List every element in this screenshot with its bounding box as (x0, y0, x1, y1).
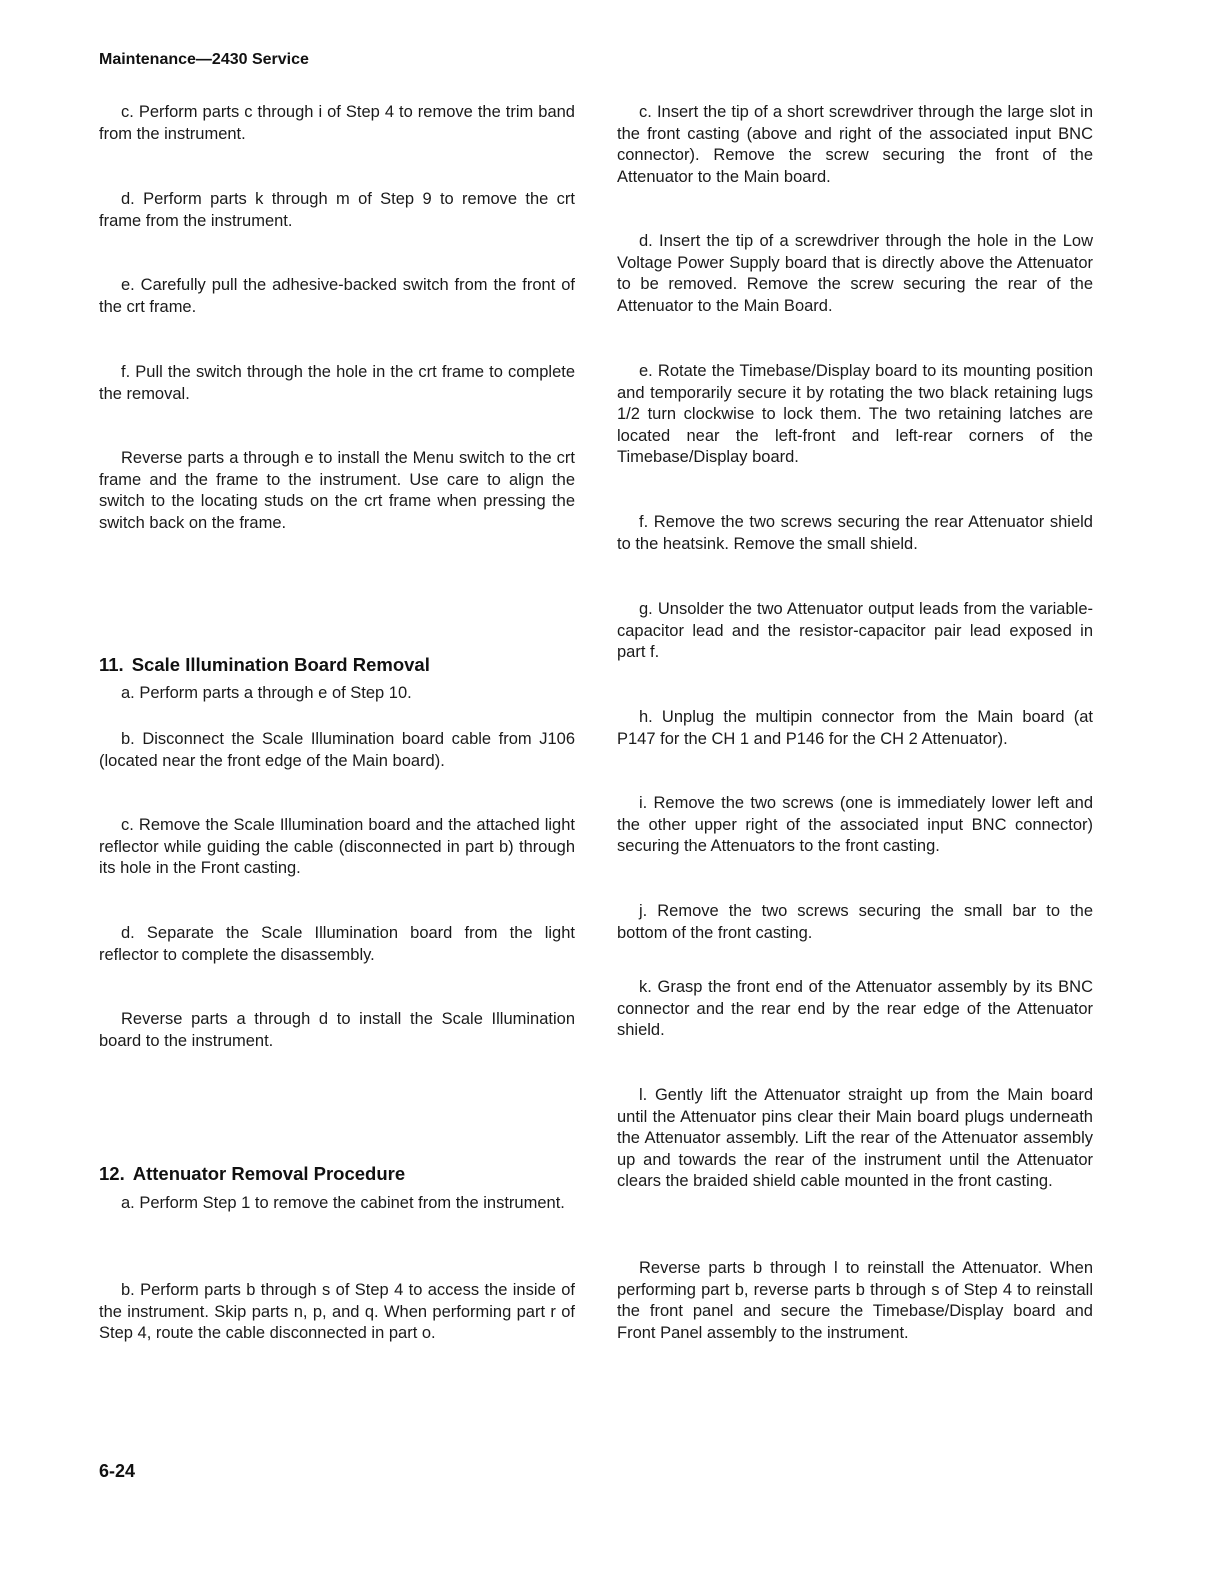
step10-part-d: d. Perform parts k through m of Step 9 to remove the crt frame from the instrument. (99, 190, 575, 230)
step11-part-d: d. Separate the Scale Illumination board from the light reflector to complete the disassembly. (99, 924, 575, 964)
step10-part-c: c. Perform parts c through i of Step 4 to remove the trim band from the instrument. (99, 103, 575, 143)
step12-part-b: b. Perform parts b through s of Step 4 to access the inside of the instrument. Skip parts n, p, and q. When performing part r of Step 4, route the cable disconnected in part o. (99, 1281, 575, 1343)
step11-part-b: b. Disconnect the Scale Illumination board cable from J106 (located near the front edge of the Main board). (99, 730, 575, 770)
step11-reverse-note: Reverse parts a through d to install the Scale Illumination board to the instrument. (99, 1010, 575, 1050)
step12-part-j: j. Remove the two screws securing the small bar to the bottom of the front casting. (617, 902, 1093, 942)
step10-part-f: f. Pull the switch through the hole in the crt frame to complete the removal. (99, 363, 575, 403)
page-number: 6-24 (99, 1461, 136, 1481)
step11-title: Scale Illumination Board Removal (131, 654, 430, 675)
right-column (617, 0, 1093, 1584)
step12-reverse-note: Reverse parts b through l to reinstall the Attenuator. When performing part b, reverse parts b through s of Step 4 to reinstall the front panel and secure the Timebase/Display board and Front Panel assembly to the instrument. (617, 1259, 1093, 1342)
step12-title: Attenuator Removal Procedure (132, 1163, 406, 1184)
running-head: Maintenance—2430 Service (99, 51, 309, 68)
step10-reverse-note: Reverse parts a through e to install the Menu switch to the crt frame and the frame to the instrument. Use care to align the switch to the locating studs on the crt frame when pressing the switch back on the frame. (99, 449, 575, 532)
step12-number: 12. (99, 1163, 125, 1184)
step11-number: 11. (99, 654, 124, 675)
step11-heading (99, 654, 575, 676)
step11-part-c: c. Remove the Scale Illumination board and the attached light reflector while guiding the cable (disconnected in part b) through its hole in the Front casting. (99, 816, 575, 878)
step12-part-c: c. Insert the tip of a short screwdriver through the large slot in the front casting (above and right of the associated input BNC connector). Remove the screw securing the front of the Attenuator to the Main board. (617, 103, 1093, 186)
step12-part-f: f. Remove the two screws securing the rear Attenuator shield to the heatsink. Remove the small shield. (617, 513, 1093, 553)
step12-part-a: a. Perform Step 1 to remove the cabinet from the instrument. (121, 1194, 565, 1212)
step12-part-i: i. Remove the two screws (one is immediately lower left and the other upper right of the associated input BNC connector) securing the Attenuators to the front casting. (617, 794, 1093, 856)
step10-part-e: e. Carefully pull the adhesive-backed switch from the front of the crt frame. (99, 276, 575, 316)
step11-part-a: a. Perform parts a through e of Step 10. (121, 684, 412, 702)
step12-part-g: g. Unsolder the two Attenuator output leads from the variable-capacitor lead and the resistor-capacitor pair lead exposed in part f. (617, 600, 1093, 662)
step12-part-k: k. Grasp the front end of the Attenuator assembly by its BNC connector and the rear end by the rear edge of the Attenuator shield. (617, 978, 1093, 1040)
step12-part-e: e. Rotate the Timebase/Display board to its mounting position and temporarily secure it by rotating the two black retaining lugs 1/2 turn clockwise to lock them. The two retaining latches are located near the left-front and left-rear corners of the Timebase/Display board. (617, 362, 1093, 467)
step12-part-h: h. Unplug the multipin connector from the Main board (at P147 for the CH 1 and P146 for the CH 2 Attenuator). (617, 708, 1093, 748)
step12-part-l: l. Gently lift the Attenuator straight up from the Main board until the Attenuator pins clear their Main board plugs underneath the Attenuator assembly. Lift the rear of the Attenuator assembly up and towards the rear of the instrument until the Attenuator clears the braided shield cable mounted in the front casting. (617, 1086, 1093, 1191)
left-column (99, 0, 575, 1584)
step12-heading (99, 1163, 575, 1185)
step12-part-d: d. Insert the tip of a screwdriver through the hole in the Low Voltage Power Supply board that is directly above the Attenuator to be removed. Remove the screw securing the rear of the Attenuator to the Main Board. (617, 232, 1093, 315)
